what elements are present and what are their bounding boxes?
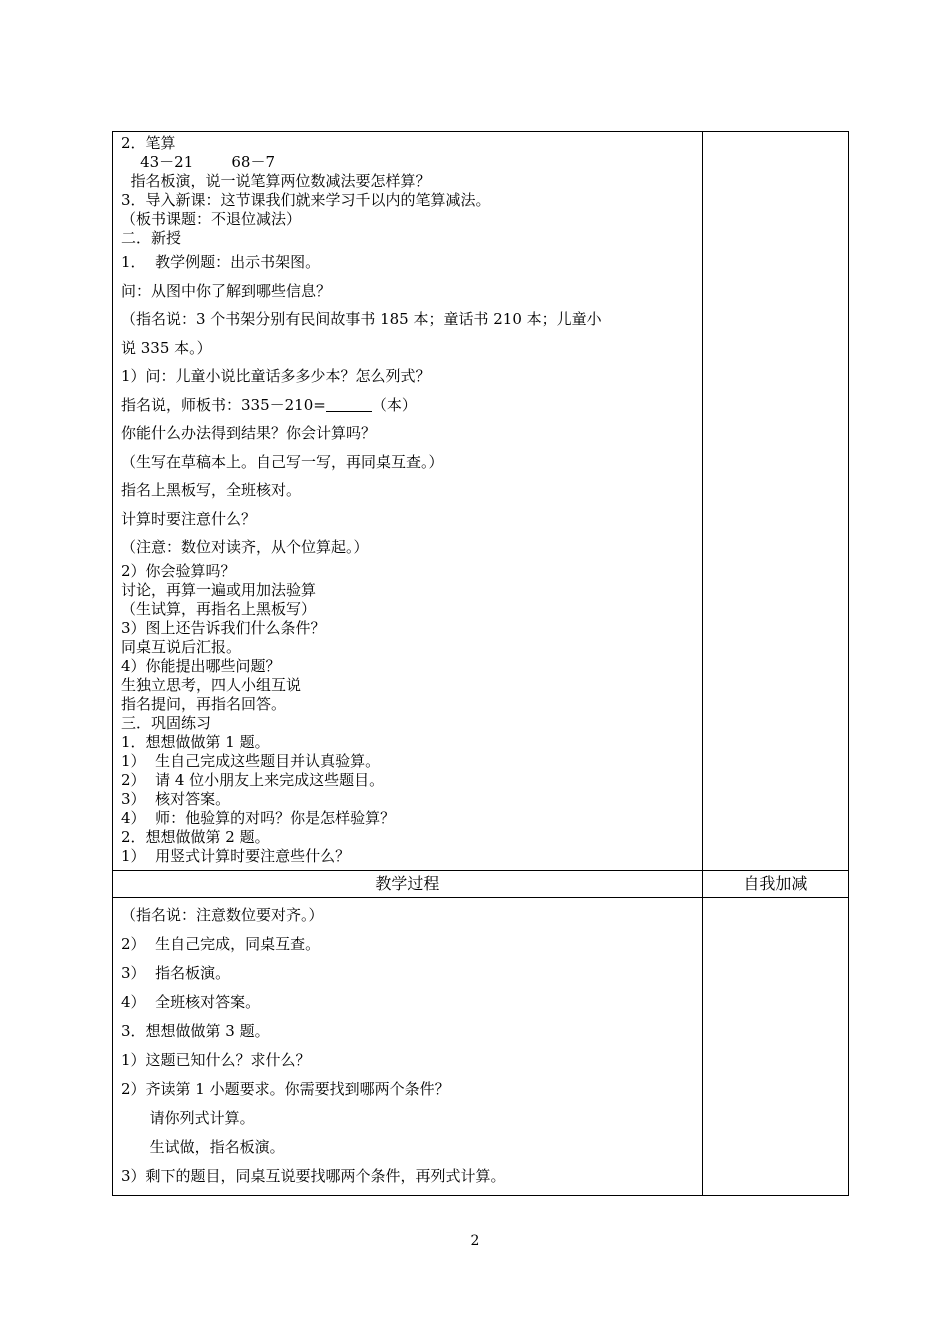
text-line: 你能什么办法得到结果？你会计算吗？ xyxy=(121,424,377,442)
text-line: 三．巩固练习 xyxy=(121,713,212,732)
text-line: （生写在草稿本上。自己写一写，再同桌互查。） xyxy=(121,452,444,471)
text-line: 1． 教学例题：出示书架图。 xyxy=(121,253,321,271)
formula-line xyxy=(121,391,696,420)
text-line: 讨论，再算一遍或用加法验算 xyxy=(121,580,317,599)
page-number: 2 xyxy=(470,1233,480,1249)
bottom-side-cell xyxy=(702,897,848,1195)
text-line: 2）你会验算吗？ xyxy=(121,561,236,580)
text-line: 二．新授 xyxy=(121,229,182,247)
text-line: 3）图上还告诉我们什么条件？ xyxy=(121,618,326,637)
text-line: 2．笔算 xyxy=(121,134,176,152)
text-line: 1） 用竖式计算时要注意些什么？ xyxy=(121,846,351,865)
text-line: 请你列式计算。 xyxy=(121,1108,255,1127)
text-line: 1．想想做做第 1 题。 xyxy=(121,732,270,751)
text-line: 生独立思考，四人小组互说 xyxy=(121,675,302,694)
text-line: 2） 生自己完成，同桌互查。 xyxy=(121,934,321,953)
bottom-main-cell xyxy=(113,897,703,1195)
text-line: 43－21 68－7 xyxy=(121,153,276,171)
text-line: 指名上黑板写，全班核对。 xyxy=(121,481,302,499)
answer-blank xyxy=(326,396,372,412)
text-line: 说 335 本。） xyxy=(121,338,212,357)
text-line: 2．想想做做第 2 题。 xyxy=(121,827,270,846)
header-teaching-process: 教学过程 xyxy=(113,870,703,897)
text-line: 4） 全班核对答案。 xyxy=(121,992,261,1011)
text-line: 问：从图中你了解到哪些信息？ xyxy=(121,281,332,300)
text-line: 3） 指名板演。 xyxy=(121,963,231,982)
text-line: 指名板演，说一说笔算两位数减法要怎样算？ xyxy=(121,172,431,190)
text-line: 3）剩下的题目，同桌互说要找哪两个条件，再列式计算。 xyxy=(121,1166,506,1185)
top-side-cell xyxy=(702,132,848,871)
top-row xyxy=(113,132,849,871)
top-main-cell xyxy=(113,132,703,871)
text-line: 1）问：儿童小说比童话多多少本？怎么列式？ xyxy=(121,367,431,385)
text-line: 生试做，指名板演。 xyxy=(121,1137,285,1156)
header-self-adjust: 自我加减 xyxy=(702,870,848,897)
bottom-row xyxy=(113,897,849,1195)
text-line: 3） 核对答案。 xyxy=(121,789,231,808)
text-line: 3．导入新课：这节课我们就来学习千以内的笔算减法。 xyxy=(121,191,491,209)
text-line: （注意：数位对读齐，从个位算起。） xyxy=(121,538,369,556)
text-line: 指名提问，再指名回答。 xyxy=(121,694,287,713)
text-line: （指名说：注意数位要对齐。） xyxy=(121,905,324,924)
header-row xyxy=(113,870,849,897)
text-line: 3．想想做做第 3 题。 xyxy=(121,1021,270,1040)
lesson-plan-table xyxy=(112,131,849,1196)
text-line: 2）齐读第 1 小题要求。你需要找到哪两个条件？ xyxy=(121,1079,450,1098)
text-line: （指名说：3 个书架分别有民间故事书 185 本；童话书 210 本；儿童小 xyxy=(121,310,602,328)
text-line: （板书课题：不退位减法） xyxy=(121,210,302,228)
formula-prefix: 指名说，师板书：335－210= xyxy=(121,395,326,414)
text-line: 计算时要注意什么？ xyxy=(121,509,257,528)
text-line: 1） 生自己完成这些题目并认真验算。 xyxy=(121,751,381,770)
text-line: 1）这题已知什么？求什么？ xyxy=(121,1050,311,1069)
text-line: 4）你能提出哪些问题？ xyxy=(121,656,281,675)
text-line: 2） 请 4 位小朋友上来完成这些题目。 xyxy=(121,770,385,789)
text-line: 同桌互说后汇报。 xyxy=(121,637,242,656)
formula-suffix: （本） xyxy=(371,395,417,414)
text-line: 4） 师：他验算的对吗？你是怎样验算？ xyxy=(121,808,396,827)
text-line: （生试算，再指名上黑板写） xyxy=(121,599,317,618)
